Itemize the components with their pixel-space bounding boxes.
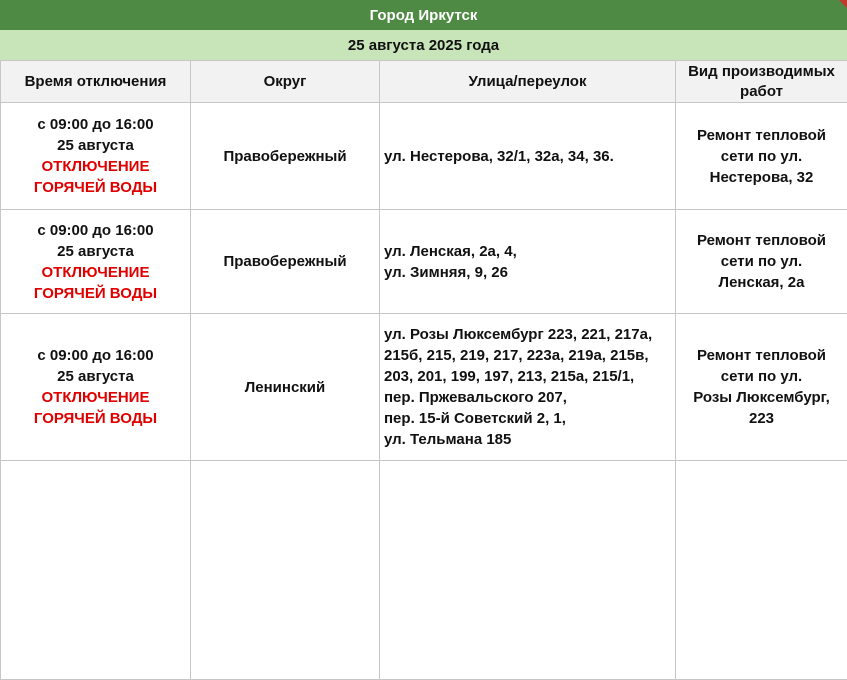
street-line: 203, 201, 199, 197, 213, 215а, 215/1, [384,368,635,385]
empty-cell [191,461,380,680]
street-line: 215б, 215, 219, 217, 223а, 219а, 215в, [384,347,649,364]
street-line: ул. Ленская, 2а, 4, [384,242,517,260]
work-cell [676,103,847,210]
work-line: сети по ул. [720,147,803,165]
street-line: пер. Пржевальского 207, [384,389,567,406]
outage-type-line1: ОТКЛЮЧЕНИЕ [41,263,150,281]
time-day: 25 августа [57,242,134,260]
time-range: с 09:00 до 16:00 [37,116,154,133]
work-cell [676,210,847,314]
work-cell [676,314,847,461]
work-line: Нестерова, 32 [709,168,814,186]
date-title: 25 августа 2025 года [0,30,847,60]
empty-row [1,461,847,680]
table-header-row [1,61,847,103]
district-cell: Ленинский [191,314,380,461]
work-line: Ремонт тепловой [696,232,827,249]
table-row [1,210,847,314]
column-header-district: Округ [191,61,380,103]
work-line: сети по ул. [720,368,803,385]
time-range: с 09:00 до 16:00 [37,347,154,364]
city-title: Город Иркутск [0,0,847,30]
outage-type-line1: ОТКЛЮЧЕНИЕ [41,158,150,175]
work-line: Ремонт тепловой [696,347,827,364]
outage-type-line1: ОТКЛЮЧЕНИЕ [41,389,150,406]
column-header-time: Время отключения [1,61,191,103]
empty-cell [1,461,191,680]
time-day: 25 августа [57,368,134,385]
outage-type-line2: ГОРЯЧЕЙ ВОДЫ [33,410,158,427]
empty-cell [380,461,676,680]
street-line: ул. Нестерова, 32/1, 32а, 34, 36. [384,147,614,165]
street-cell [380,314,676,461]
district-cell: Правобережный [191,210,380,314]
table-row [1,314,847,461]
time-cell [1,210,191,314]
corner-marker [839,0,847,8]
work-line: Розы Люксембург, [693,389,830,406]
street-line: ул. Зимняя, 9, 26 [384,263,508,281]
street-line: ул. Тельмана 185 [384,431,512,448]
street-line: пер. 15-й Советский 2, 1, [384,410,566,427]
outage-table [0,60,847,680]
empty-cell [676,461,847,680]
column-header-street: Улица/переулок [380,61,676,103]
street-line: ул. Розы Люксембург 223, 221, 217а, [384,326,653,343]
work-line: 223 [748,410,775,427]
work-line: сети по ул. [720,253,803,270]
table-row [1,103,847,210]
work-line: Ленская, 2а [718,274,805,291]
time-day: 25 августа [57,137,134,154]
outage-type-line2: ГОРЯЧЕЙ ВОДЫ [33,284,158,302]
street-cell [380,210,676,314]
work-line: Ремонт тепловой [696,126,827,144]
street-cell [380,103,676,210]
time-cell [1,314,191,461]
outage-type-line2: ГОРЯЧЕЙ ВОДЫ [33,179,158,196]
time-range: с 09:00 до 16:00 [37,221,154,239]
district-cell: Правобережный [191,103,380,210]
time-cell [1,103,191,210]
column-header-work: Вид производимых работ [676,61,847,103]
